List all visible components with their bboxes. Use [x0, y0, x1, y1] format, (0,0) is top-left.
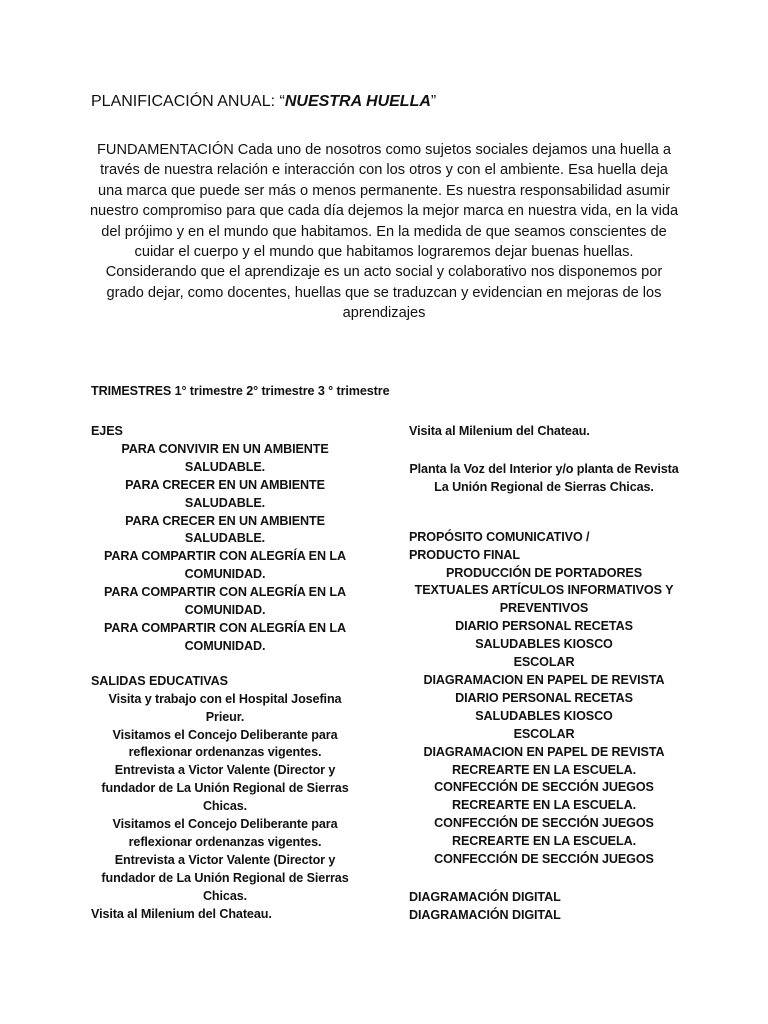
digital-item: DIAGRAMACIÓN DIGITAL [409, 907, 561, 922]
producto-item: CONFECCIÓN DE SECCIÓN JUEGOS [434, 816, 654, 831]
spacer [409, 497, 679, 529]
producto-item: DIARIO PERSONAL RECETAS SALUDABLES KIOSCO ESCOLAR [455, 690, 633, 741]
salida-item: Entrevista a Victor Valente (Director y fundador de La Unión Regional de Sierras Chicas. [101, 763, 349, 814]
producto-item: RECREARTE EN LA ESCUELA. [452, 762, 636, 777]
eje-item: PARA CRECER EN UN AMBIENTE SALUDABLE. [125, 477, 325, 510]
producto-item: CONFECCIÓN DE SECCIÓN JUEGOS [434, 852, 654, 867]
salida-item: Visitamos el Concejo Deliberante para reflexionar ordenanzas vigentes. [112, 727, 338, 760]
salida-item: Entrevista a Victor Valente (Director y fundador de La Unión Regional de Sierras Chicas. [101, 852, 349, 903]
eje-item: PARA COMPARTIR CON ALEGRÍA EN LA COMUNIDAD. [104, 549, 346, 582]
producto-item: CONFECCIÓN DE SECCIÓN JUEGOS [434, 780, 654, 795]
producto-item: DIAGRAMACION EN PAPEL DE REVISTA [423, 744, 665, 759]
salida-item: Visitamos el Concejo Deliberante para reflexionar ordenanzas vigentes. [112, 817, 338, 849]
title-suffix: ” [430, 93, 437, 110]
producto-item: DIARIO PERSONAL RECETAS SALUDABLES KIOSCO ESCOLAR [455, 619, 633, 670]
eje-item: PARA CONVIVIR EN UN AMBIENTE SALUDABLE. [121, 441, 329, 474]
trimestres-line: TRIMESTRES 1° trimestre 2° trimestre 3 ° trimestre [91, 384, 390, 398]
ejes-heading: EJES [91, 424, 123, 438]
title-emphasis: NUESTRA HUELLA [284, 93, 431, 110]
eje-item: PARA COMPARTIR CON ALEGRÍA EN LA COMUNIDAD. [104, 585, 346, 618]
producto-item: DIAGRAMACION EN PAPEL DE REVISTA [423, 672, 665, 687]
document-title [91, 92, 436, 112]
planta-line: Planta la Voz del Interior y/o planta de Revista La Unión Regional de Sierras Chicas. [409, 461, 679, 494]
fundamentacion-paragraph: FUNDAMENTACIÓN Cada uno de nosotros como sujetos sociales dejamos una huella a través de nuestra relación e interacción con los otros y con el ambiente. Esa huella deja una marca que puede ser más o menos permanente. Es nuestra responsabilidad asumir nuestro compromiso para que cada día dejemos la mejor marca en nuestra vida, en la vida del prójimo y en el mundo que habitamos. En la medida de que seamos conscientes de cuidar el cuerpo y el mundo que habitamos lograremos dejar buenas huellas. Considerando que el aprendizaje es un acto social y colaborativo nos disponemos por grado dejar, como docentes, huellas que se traduzcan y evidencian en mejoras de los aprendizajes [89, 142, 679, 322]
digital-item: DIAGRAMACIÓN DIGITAL [409, 889, 561, 904]
salida-item: Visita y trabajo con el Hospital Josefina Prieur. [108, 691, 342, 724]
left-column [91, 423, 359, 923]
eje-item: PARA CRECER EN UN AMBIENTE SALUDABLE. [125, 513, 325, 546]
eje-item: PARA COMPARTIR CON ALEGRÍA EN LA COMUNIDAD. [104, 620, 346, 653]
salidas-heading: SALIDAS EDUCATIVAS [91, 673, 228, 688]
spacer [409, 869, 679, 889]
producto-item: RECREARTE EN LA ESCUELA. [452, 798, 636, 813]
salida-last: Visita al Milenium del Chateau. [91, 906, 272, 921]
title-prefix: PLANIFICACIÓN ANUAL: “ [91, 93, 285, 110]
visita-line: Visita al Milenium del Chateau. [409, 424, 590, 438]
spacer [91, 656, 359, 673]
producto-item: PRODUCCIÓN DE PORTADORES TEXTUALES ARTÍCULOS INFORMATIVOS Y PREVENTIVOS [414, 565, 674, 616]
spacer [409, 441, 679, 461]
proposito-heading: PROPÓSITO COMUNICATIVO / PRODUCTO FINAL [409, 529, 590, 562]
right-column [409, 423, 679, 925]
producto-item: RECREARTE EN LA ESCUELA. [452, 834, 636, 849]
